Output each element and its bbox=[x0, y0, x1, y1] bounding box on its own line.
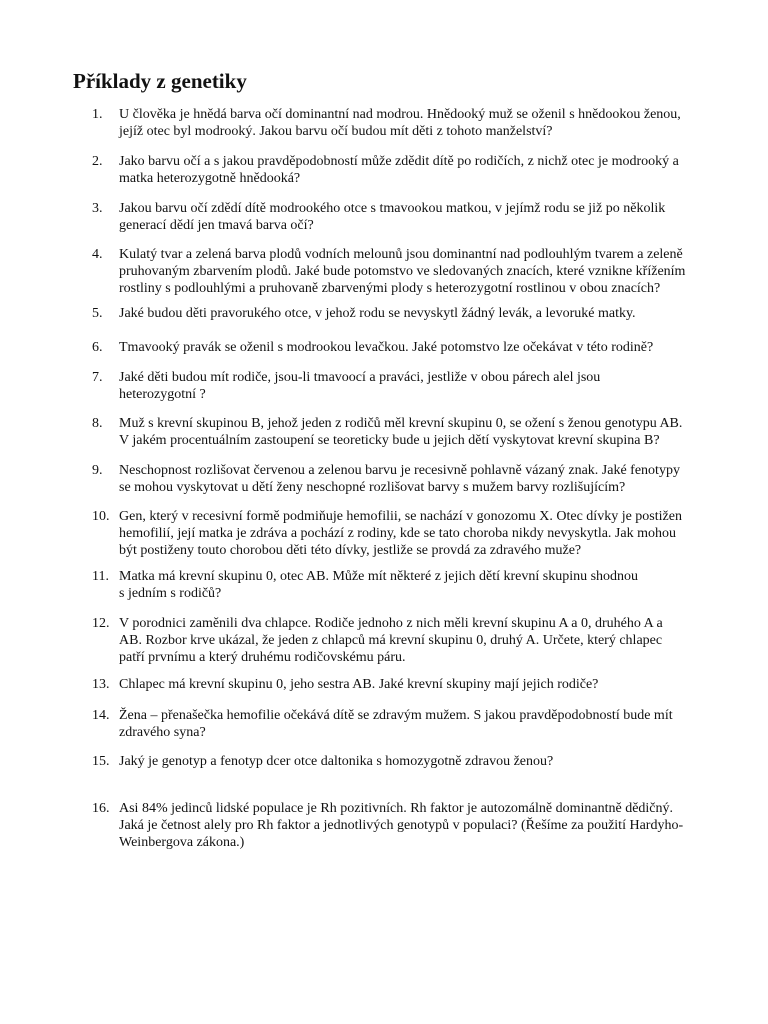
exercise-text bbox=[119, 568, 719, 602]
exercise-text-line: pruhovaným zbarvením plodů. Jaké bude potomstvo ve sledovaných znacích, které vznikne křížením bbox=[119, 264, 686, 279]
exercise-text bbox=[119, 800, 719, 851]
exercise-number: 1. bbox=[92, 107, 103, 122]
exercise-text bbox=[119, 508, 719, 559]
exercise-text-line: Jaké děti budou mít rodiče, jsou-li tmavoocí a praváci, jestliže v obou párech alel jsou bbox=[119, 370, 601, 385]
exercise-text bbox=[119, 200, 719, 234]
exercise-text bbox=[119, 305, 719, 322]
exercise-number: 15. bbox=[92, 754, 110, 769]
exercise-text-line: V porodnici zaměnili dva chlapce. Rodiče jednoho z nich měli krevní skupinu A a 0, druhého A a bbox=[119, 616, 663, 631]
exercise-number: 6. bbox=[92, 340, 103, 355]
exercise-text-line: hemofilií, její matka je zdráva a pochází z rodiny, kde se tato choroba nikdy nevyskytla. Jak mohou bbox=[119, 526, 676, 541]
exercise-text bbox=[119, 415, 719, 449]
exercise-number: 8. bbox=[92, 416, 103, 431]
exercise-text-line: být postiženy touto chorobou děti této dívky, jestliže se provdá za zdravého muže? bbox=[119, 543, 582, 558]
exercise-text-line: s jedním s rodičů? bbox=[119, 586, 222, 601]
exercise-text-line: heterozygotní ? bbox=[119, 387, 206, 402]
exercise-text-line: Neschopnost rozlišovat červenou a zelenou barvu je recesivně pohlavně vázaný znak. Jaké fenotypy bbox=[119, 463, 680, 478]
exercise-text-line: Kulatý tvar a zelená barva plodů vodních melounů jsou dominantní nad podlouhlým tvarem a zeleně bbox=[119, 247, 683, 262]
exercise-number: 13. bbox=[92, 677, 110, 692]
exercise-text-line: AB. Rozbor krve ukázal, že jeden z chlapců má krevní skupinu 0, druhý A. Určete, který chlapec bbox=[119, 633, 663, 648]
exercise-text-line: Tmavooký pravák se oženil s modrookou levačkou. Jaké potomstvo lze očekávat v této rodině? bbox=[119, 340, 654, 355]
exercise-text bbox=[119, 246, 719, 297]
exercise-text-line: se mohou vyskytovat u dětí ženy neschopné rozlišovat barvy s mužem barvy rozlišujícím? bbox=[119, 480, 626, 495]
exercise-number: 5. bbox=[92, 306, 103, 321]
exercise-text-line: Jakou barvu očí zdědí dítě modrookého otce s tmavookou matkou, v jejímž rodu se již po několik bbox=[119, 201, 666, 216]
exercise-text-line: Jaké budou děti pravorukého otce, v jehož rodu se nevyskytl žádný levák, a levoruké matky. bbox=[119, 306, 636, 321]
exercise-text bbox=[119, 753, 719, 770]
exercise-number: 2. bbox=[92, 154, 103, 169]
exercise-number: 10. bbox=[92, 509, 110, 524]
exercise-text-line: Žena – přenašečka hemofilie očekává dítě se zdravým mužem. S jakou pravděpodobností bude mít bbox=[119, 708, 673, 723]
exercise-text-line: V jakém procentuálním zastoupení se teoreticky bude u jejich dětí vyskytovat krevní skupina B? bbox=[119, 433, 660, 448]
exercise-text bbox=[119, 462, 719, 496]
exercise-text-line: Jaký je genotyp a fenotyp dcer otce daltonika s homozygotně zdravou ženou? bbox=[119, 754, 554, 769]
exercise-text bbox=[119, 369, 719, 403]
exercise-number: 7. bbox=[92, 370, 103, 385]
exercise-text bbox=[119, 153, 719, 187]
exercise-text-line: Jaká je četnost alely pro Rh faktor a jednotlivých genotypů v populaci? (Řešíme za použití Hardyho- bbox=[119, 818, 684, 833]
exercise-number: 14. bbox=[92, 708, 110, 723]
exercise-text-line: Muž s krevní skupinou B, jehož jeden z rodičů měl krevní skupinu 0, se ožení s ženou genotypu AB. bbox=[119, 416, 683, 431]
exercise-text-line: zdravého syna? bbox=[119, 725, 206, 740]
exercise-number: 12. bbox=[92, 616, 110, 631]
exercise-text bbox=[119, 707, 719, 741]
exercise-text-line: jejíž otec byl modrooký. Jakou barvu očí budou mít děti z tohoto manželství? bbox=[119, 124, 553, 139]
exercise-text bbox=[119, 676, 719, 693]
exercise-text bbox=[119, 106, 719, 140]
page-title: Příklady z genetiky bbox=[73, 69, 247, 93]
exercise-text-line: Matka má krevní skupinu 0, otec AB. Může mít některé z jejich dětí krevní skupinu shodnou bbox=[119, 569, 639, 584]
exercise-number: 11. bbox=[92, 569, 109, 584]
exercise-number: 9. bbox=[92, 463, 103, 478]
exercise-text-line: U člověka je hnědá barva očí dominantní nad modrou. Hnědooký muž se oženil s hnědookou ženou, bbox=[119, 107, 681, 122]
exercise-text-line: generací dědí jen tmavá barva očí? bbox=[119, 218, 314, 233]
exercise-number: 4. bbox=[92, 247, 103, 262]
exercise-text-line: patří prvnímu a který druhému rodičovskému páru. bbox=[119, 650, 406, 665]
exercise-text-line: Gen, který v recesivní formě podmiňuje hemofilii, se nachází v gonozomu X. Otec dívky je postižen bbox=[119, 509, 682, 524]
exercise-text-line: Jako barvu očí a s jakou pravděpodobností může zdědit dítě po rodičích, z nichž otec je modrooký a bbox=[119, 154, 679, 169]
exercise-text-line: Weinbergova zákona.) bbox=[119, 835, 245, 850]
exercise-number: 16. bbox=[92, 801, 110, 816]
exercise-text-line: matka heterozygotně hnědooká? bbox=[119, 171, 301, 186]
exercise-text-line: Asi 84% jedinců lidské populace je Rh pozitivních. Rh faktor je autozomálně dominantně dědičný. bbox=[119, 801, 674, 816]
exercise-number: 3. bbox=[92, 201, 103, 216]
exercise-text-line: rostliny s podlouhlými a pruhovaně zbarvenými plody s heterozygotní rostlinou v obou znacích? bbox=[119, 281, 661, 296]
exercise-text bbox=[119, 339, 719, 356]
exercise-text bbox=[119, 615, 719, 666]
exercise-text-line: Chlapec má krevní skupinu 0, jeho sestra AB. Jaké krevní skupiny mají jejich rodiče? bbox=[119, 677, 599, 692]
